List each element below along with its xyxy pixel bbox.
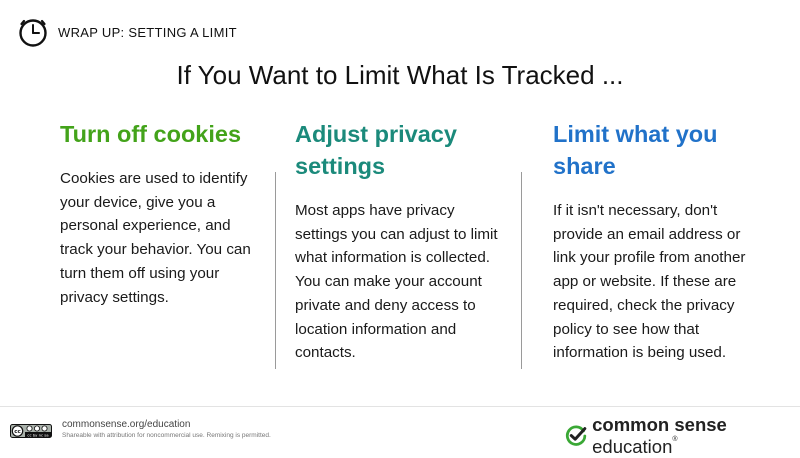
column-divider <box>275 172 276 369</box>
column-heading: Adjust privacy settings <box>295 121 457 179</box>
checkmark-logo-icon <box>565 424 587 448</box>
column-cookies <box>60 118 260 309</box>
common-sense-logo <box>565 414 800 458</box>
creative-commons-icon <box>10 424 52 438</box>
footer-url[interactable]: commonsense.org/education <box>62 419 191 430</box>
license-badge-text: cc by nc sa <box>27 432 49 438</box>
logo-name-rest: education <box>592 436 673 457</box>
column-heading: Turn off cookies <box>60 121 242 147</box>
column-heading: Limit what you share <box>553 121 718 179</box>
registered-mark: ® <box>672 436 678 443</box>
footer-divider <box>0 406 800 407</box>
footer-license-note: Shareable with attribution for noncommercial use. Remixing is permitted. <box>62 432 271 439</box>
svg-text:cc: cc <box>14 429 21 436</box>
logo-name-bold: common sense <box>592 414 727 435</box>
logo-wordmark <box>592 414 800 458</box>
column-body: Most apps have privacy settings you can adjust to limit what information is collected. You can make your account private and deny access to location information and contacts. <box>295 202 498 362</box>
clock-icon <box>18 17 48 47</box>
column-divider <box>521 172 522 369</box>
column-limit-sharing <box>553 118 753 365</box>
header <box>18 16 237 48</box>
column-body: Cookies are used to identify your device, give you a personal experience, and track your behavior. You can turn them off using your privacy settings. <box>60 170 251 306</box>
page-title: If You Want to Limit What Is Tracked ... <box>176 60 624 90</box>
section-label: WRAP UP: SETTING A LIMIT <box>58 24 237 40</box>
column-privacy-settings <box>295 118 510 365</box>
column-body: If it isn't necessary, don't provide an email address or link your profile from another app or website. If these are required, check the privacy policy to see how that information is being used. <box>553 202 746 362</box>
